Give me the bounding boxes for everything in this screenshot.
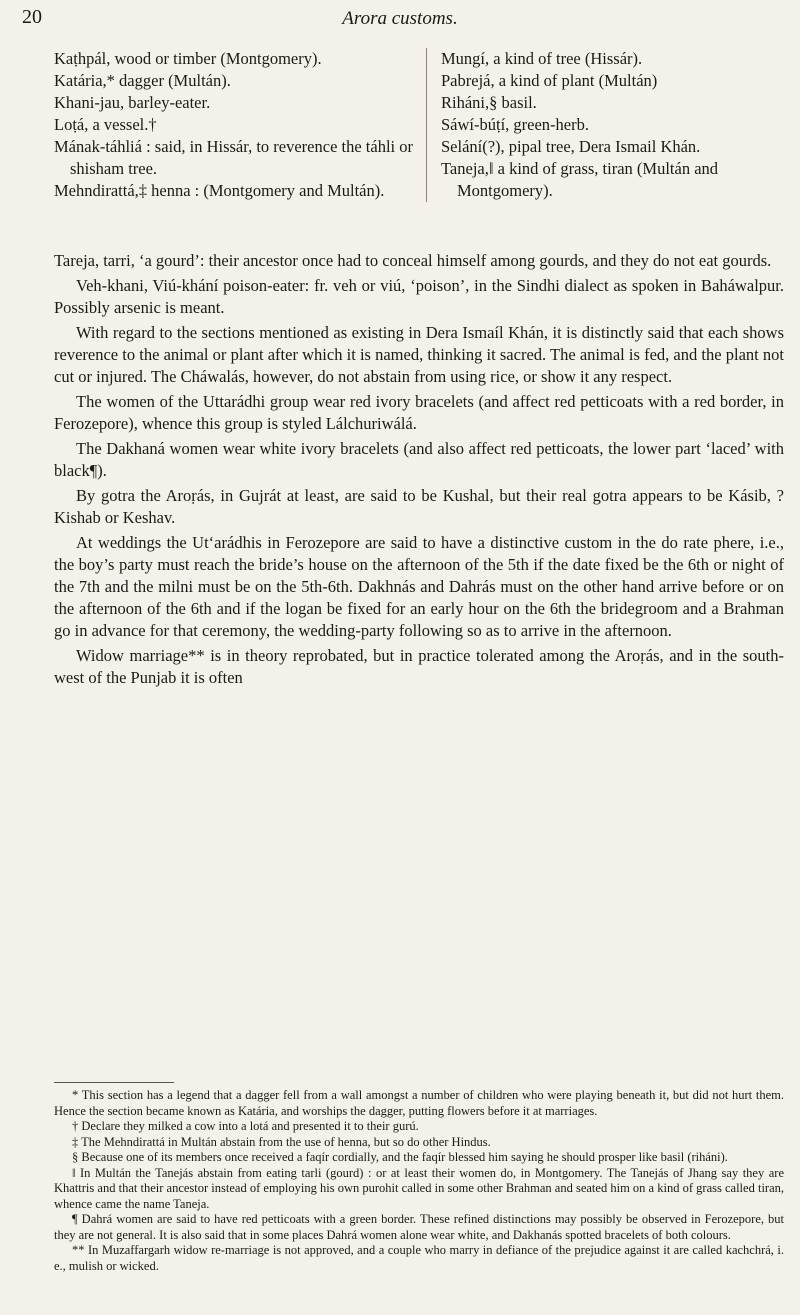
footnote: * This section has a legend that a dagger fell from a wall amongst a number of children who were playing beneath it, but did not hurt them. Hence the section became known as Katária, and worships the dagger, putting flowers before it at marriages. — [54, 1088, 784, 1118]
paragraph: At weddings the Ut‘arádhis in Ferozepore are said to have a distinctive custom in the do rate phere, i.e., the boy’s party must reach the bride’s house on the afternoon of the 5th if the date fixed be the 6th or night of the 7th and the milni must be on the 5th-6th. Dakhnás and Dahrás must on the other hand arrive before or on the afternoon of the 6th and if the logan be fixed for an early hour on the 6th the bridegroom and a Brahman go in advance for that ceremony, the wedding-party following so as to arrive in the afternoon. — [54, 533, 784, 640]
glossary-columns — [54, 48, 784, 202]
paragraph: Widow marriage** is in theory reprobated, but in practice tolerated among the Aroṛás, and in the south-west of the Punjab it is often — [54, 646, 784, 687]
paragraph: By gotra the Aroṛás, in Gujrát at least, are said to be Kushal, but their real gotra appears to be Kásib, ? Kishab or Keshav. — [54, 486, 784, 527]
footnotes — [54, 1088, 784, 1274]
footnote: ‖ In Multán the Tanejás abstain from eating tarli (gourd) : or at least their women do, in Montgomery. The Tanejás of Jhang say they are Khattris and that their ancestor instead of employing his own purohit called in some other Brahman and seated him on a kind of grass called tiran, whence came the name Taneja. — [54, 1165, 784, 1211]
footnote: ‡ The Mehndirattá in Multán abstain from the use of henna, but so do other Hindus. — [72, 1134, 491, 1149]
glossary-entry: Katária,* dagger (Multán). — [54, 71, 231, 90]
glossary-entry: Sáwí-búṭí, green-herb. — [441, 115, 589, 134]
glossary-entry: Mehndirattá,‡ henna : (Montgomery and Multán). — [54, 181, 385, 200]
paragraph: With regard to the sections mentioned as existing in Dera Ismaíl Khán, it is distinctly said that each shows reverence to the animal or plant after which it is named, thinking it sacred. The animal is fed, and the plant not cut or injured. The Cháwalás, however, do not abstain from using rice, or show it any respect. — [54, 323, 784, 386]
running-head: Arora customs. — [342, 8, 458, 29]
glossary-entry: Pabrejá, a kind of plant (Multán) — [441, 71, 658, 90]
glossary-entry: Riháni,§ basil. — [441, 93, 537, 112]
main-text — [54, 250, 784, 692]
glossary-entry: Selání(?), pipal tree, Dera Ismail Khán. — [441, 137, 701, 156]
paragraph: The women of the Uttarádhi group wear red ivory bracelets (and affect red petticoats with a red border, in Ferozepore), whence this group is styled Lálchuriwálá. — [54, 392, 784, 433]
paragraph: Veh-khani, Viú-khání poison-eater: fr. veh or viú, ‘poison’, in the Sindhi dialect as spoken in Baháwalpur. Possibly arsenic is meant. — [54, 276, 784, 317]
footnote: ** In Muzaffargarh widow re-marriage is not approved, and a couple who marry in defiance of the prejudice against it are called kachchrá, i. e., mulish or wicked. — [54, 1243, 784, 1273]
glossary-entry: Taneja,‖ a kind of grass, tiran (Multán and Montgomery). — [441, 159, 719, 200]
page-number: 20 — [22, 6, 42, 28]
footnote: † Declare they milked a cow into a lotá and presented it to their gurú. — [72, 1119, 419, 1133]
glossary-right-column — [427, 48, 784, 202]
footnote: § Because one of its members once received a faqír cordially, and the faqír blessed him saying he should prosper like basil (riháni). — [72, 1150, 728, 1164]
glossary-left-column — [54, 48, 427, 202]
footnote-divider — [54, 1082, 174, 1083]
paragraph: The Dakhaná women wear white ivory bracelets (and also affect red petticoats, the lower part ‘laced’ with black¶). — [54, 439, 784, 480]
footnote: ¶ Dahrá women are said to have red petticoats with a green border. These refined distinctions may possibly be observed in Ferozepore, but they are not general. It is also said that in some places Dahrá women alone wear white, and Dakhanás spotted bracelets of both colours. — [54, 1212, 784, 1242]
glossary-entry: Mungí, a kind of tree (Hissár). — [441, 49, 643, 68]
glossary-entry: Loṭá, a vessel.† — [54, 115, 157, 134]
paragraph: Tareja, tarri, ‘a gourd’: their ancestor once had to conceal himself among gourds, and they do not eat gourds. — [54, 251, 772, 270]
glossary-entry: Khani-jau, barley-eater. — [54, 93, 211, 112]
glossary-entry: Mának-táhliá : said, in Hissár, to reverence the táhli or shisham tree. — [54, 137, 414, 178]
glossary-entry: Kaṭhpál, wood or timber (Montgomery). — [54, 49, 322, 68]
